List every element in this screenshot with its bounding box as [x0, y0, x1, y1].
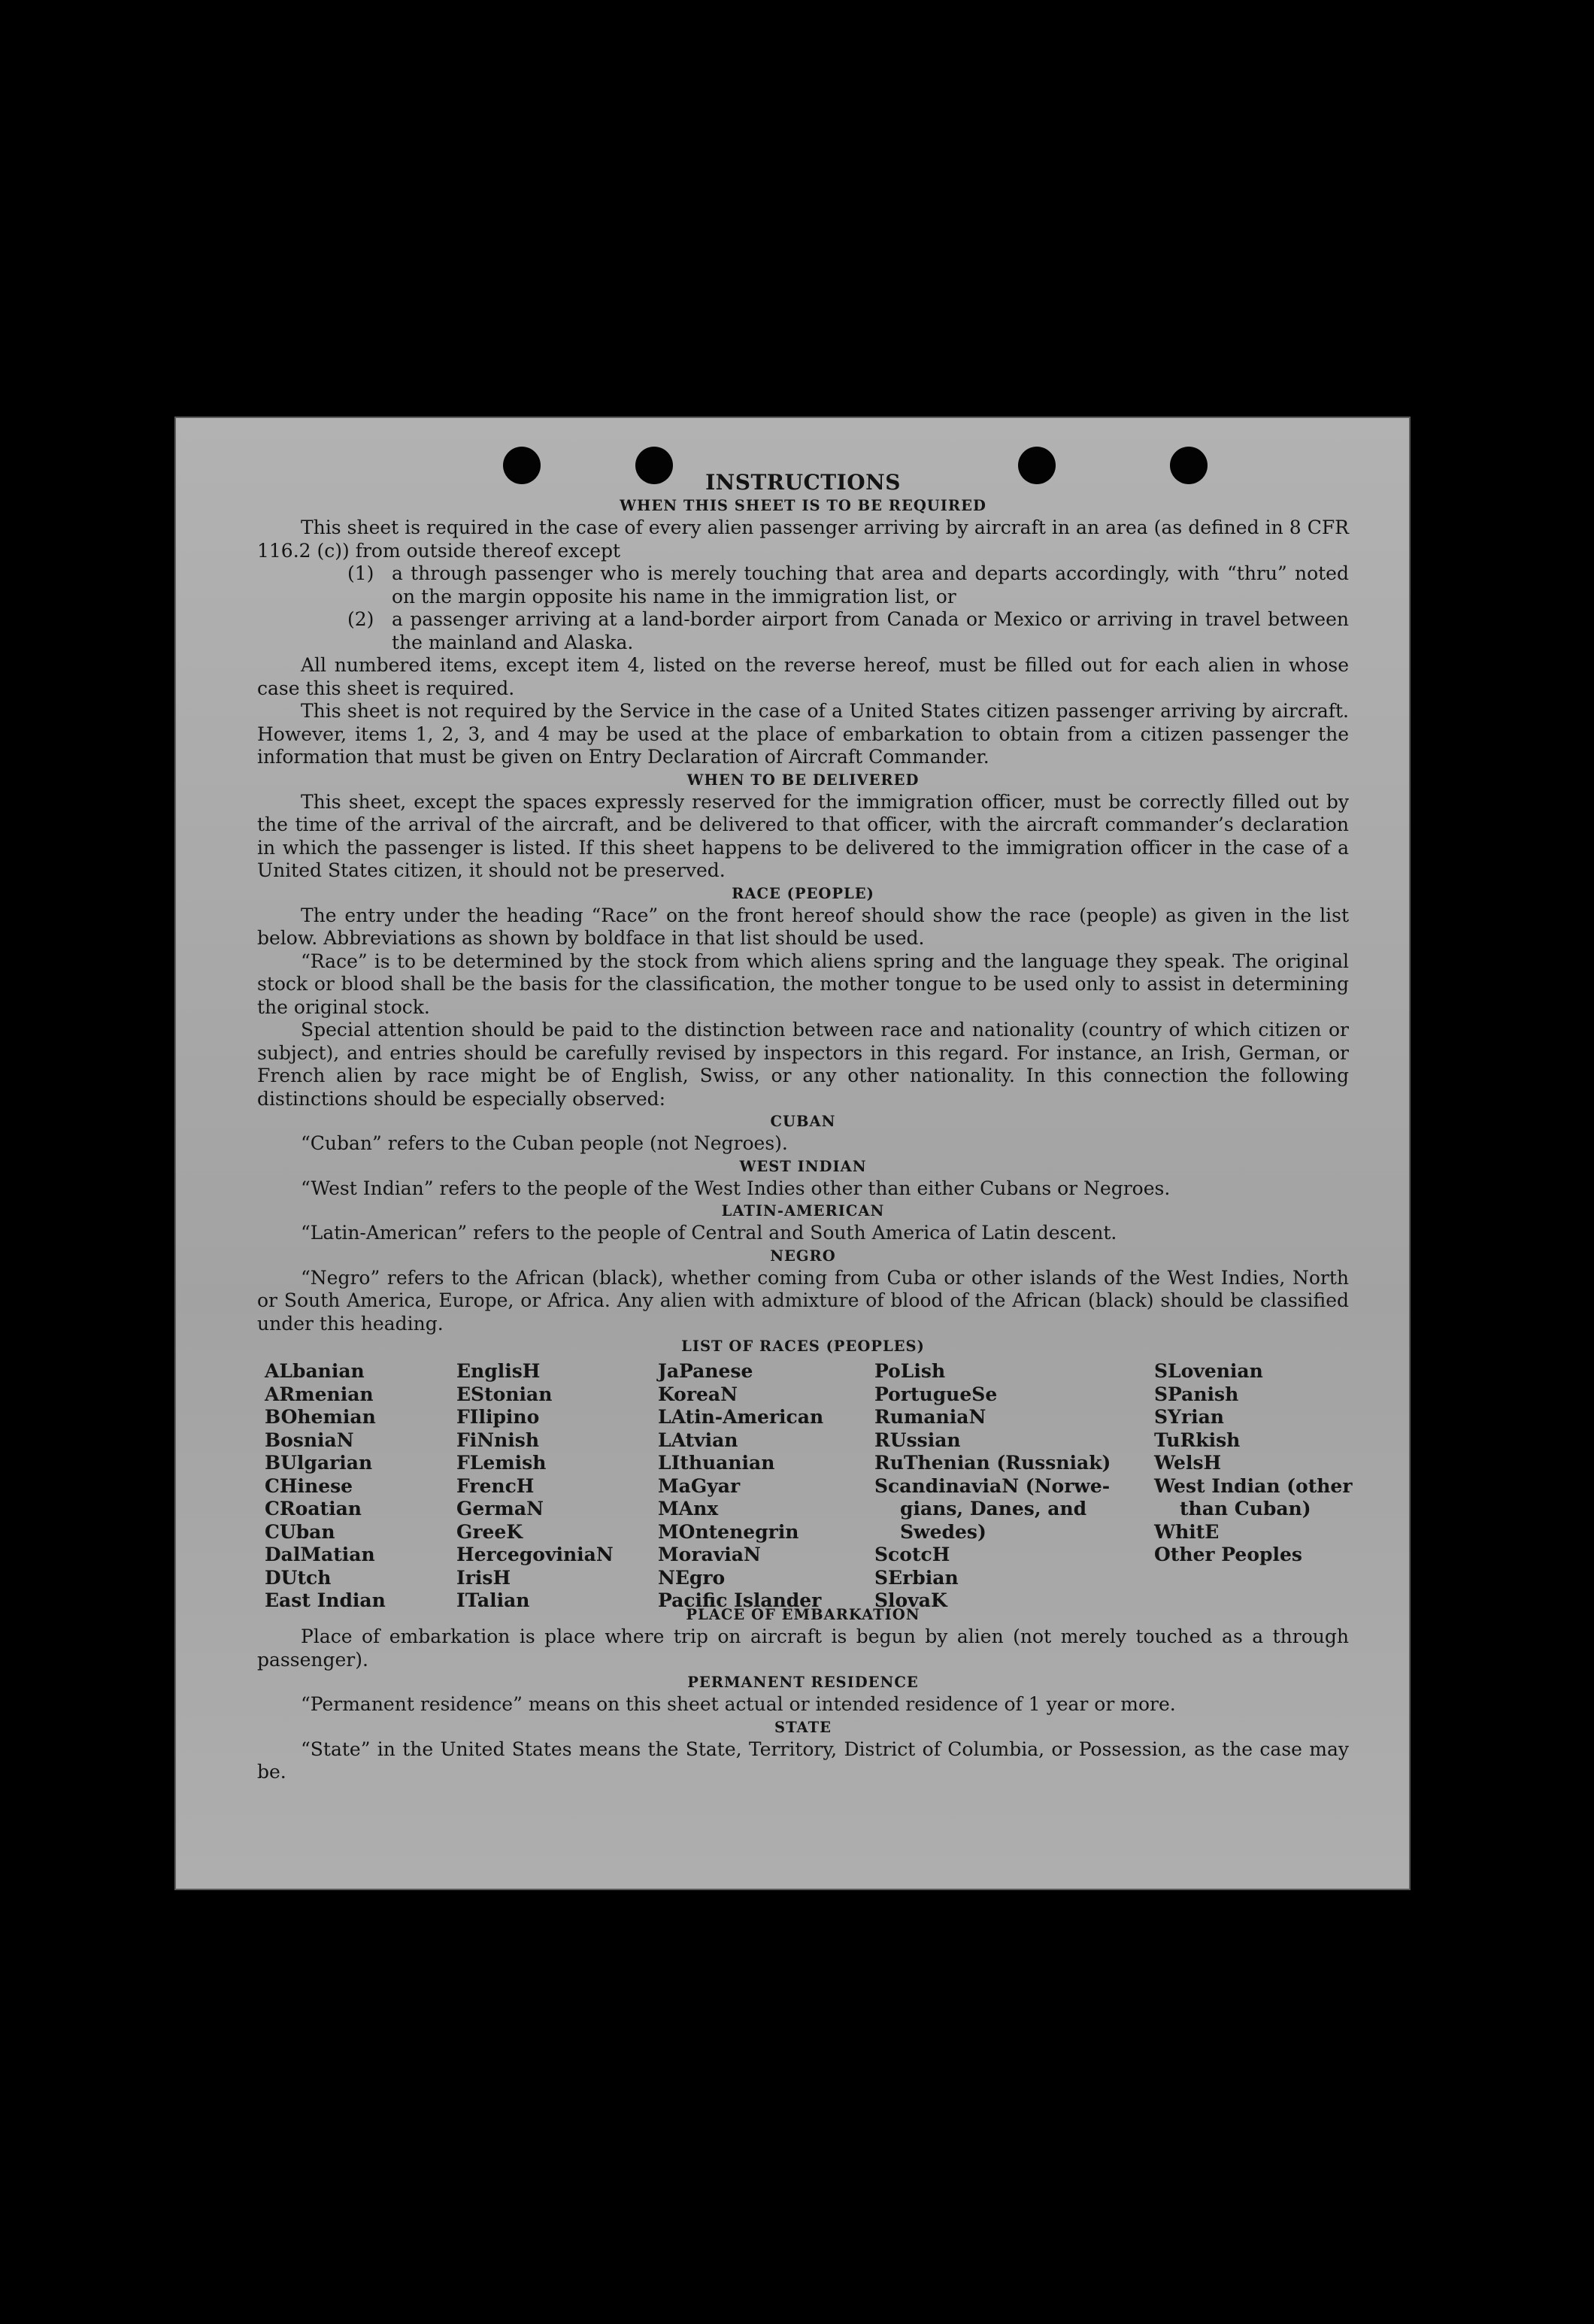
race-entry: NEgro	[658, 1566, 726, 1589]
paragraph-numbered-items: All numbered items, except item 4, listed on the reverse hereof, must be filled out for each alien in whose case this sheet is required.	[257, 654, 1349, 699]
race-entry: SLovenian	[1154, 1360, 1263, 1382]
paragraph-state: “State” in the United States means the State, Territory, District of Columbia, or Possession, as the case may be.	[257, 1738, 1349, 1783]
race-entry: PoLish	[874, 1360, 946, 1382]
exception-item-1	[257, 562, 1349, 608]
paragraph-cuban: “Cuban” refers to the Cuban people (not Negroes).	[301, 1132, 788, 1154]
race-entry: EStonian	[456, 1383, 553, 1405]
race-entry: IrisH	[456, 1566, 511, 1589]
races-column-3	[658, 1360, 823, 1613]
heading-race: RACE (PEOPLE)	[732, 884, 874, 902]
paragraph-race-2: “Race” is to be determined by the stock from which aliens spring and the language they speak. The original stock or blood shall be the basis for the classification, the mother tongue to be used only to assist in determining the original stock.	[257, 950, 1349, 1018]
paragraph-race-1: The entry under the heading “Race” on the front hereof should show the race (people) as given in the list below. Abbreviations as shown by boldface in that list should be used.	[257, 904, 1349, 949]
heading-permanent-residence: PERMANENT RESIDENCE	[687, 1674, 919, 1691]
race-entry: SPanish	[1154, 1383, 1239, 1405]
race-entry: LAtvian	[658, 1429, 738, 1451]
race-entry: ALbanian	[265, 1360, 365, 1382]
races-column-2	[456, 1360, 614, 1613]
races-column-1	[265, 1360, 386, 1613]
paragraph-delivered: This sheet, except the spaces expressly reserved for the immigration officer, must be correctly filled out by the time of the arrival of the aircraft, and be delivered to that officer, with the aircraft commander’s declaration in which the passenger is listed. If this sheet happens to be delivered to the immigration officer in the case of a United States citizen, it should not be preserved.	[257, 790, 1349, 881]
race-entry: Other Peoples	[1154, 1544, 1302, 1565]
race-entry: LAtin-American	[658, 1406, 824, 1428]
paragraph-latin-american: “Latin-American” refers to the people of Central and South America of Latin descent.	[301, 1222, 1117, 1244]
race-entry: DalMatian	[265, 1544, 375, 1565]
item-text: a through passenger who is merely touching that area and departs accordingly, with “thru” noted on the margin opposite his name in the immigration list, or	[392, 562, 1349, 608]
race-entry: FLemish	[456, 1452, 547, 1474]
race-entry: East Indian	[265, 1589, 386, 1611]
race-entry: KoreaN	[658, 1383, 738, 1405]
heading-embarkation: PLACE OF EMBARKATION	[686, 1606, 920, 1623]
race-entry: MoraviaN	[658, 1544, 761, 1565]
race-entry: SlovaK	[874, 1589, 947, 1611]
race-entry: MaGyar	[658, 1474, 741, 1497]
race-entry: LIthuanian	[658, 1452, 775, 1474]
paragraph-required: This sheet is required in the case of every alien passenger arriving by aircraft in an area (as defined in 8 CFR 116.2 (c)) from outside thereof except	[257, 517, 1349, 562]
page-title: INSTRUCTIONS	[705, 470, 901, 495]
race-entry: ITalian	[456, 1589, 530, 1611]
race-entry: RuThenian (Russniak)	[874, 1452, 1111, 1474]
item-number: (1)	[347, 562, 374, 584]
race-entry: GreeK	[456, 1520, 523, 1543]
sheet-content	[257, 470, 1353, 1784]
paragraph-embarkation: Place of embarkation is place where trip on aircraft is begun by alien (not merely touched as a through passenger).	[257, 1626, 1349, 1671]
race-entry: JaPanese	[658, 1360, 753, 1382]
heading-cuban: CUBAN	[770, 1113, 836, 1130]
heading-list-of-races: LIST OF RACES (PEOPLES)	[681, 1338, 925, 1355]
race-entry: SYrian	[1154, 1406, 1224, 1428]
race-entry: TuRkish	[1154, 1429, 1241, 1451]
race-entry: WelsH	[1154, 1452, 1222, 1474]
race-entry: FiNnish	[456, 1429, 540, 1451]
race-entry: BUlgarian	[265, 1452, 373, 1474]
heading-when-required: WHEN THIS SHEET IS TO BE REQUIRED	[620, 497, 986, 514]
heading-when-delivered: WHEN TO BE DELIVERED	[686, 771, 920, 789]
race-entry: HercegoviniaN	[456, 1544, 614, 1565]
paragraph-citizen: This sheet is not required by the Service in the case of a United States citizen passenger arriving by aircraft. However, items 1, 2, 3, and 4 may be used at the place of embarkation to obtain from a citizen passenger the information that must be given on Entry Declaration of Aircraft Commander.	[257, 700, 1349, 768]
heading-negro: NEGRO	[770, 1247, 836, 1265]
races-column-5	[1154, 1360, 1353, 1567]
race-entry: EnglisH	[456, 1360, 541, 1382]
exception-item-2	[257, 608, 1349, 654]
race-entry-continued: Swedes)	[900, 1520, 986, 1543]
race-entry: ARmenian	[265, 1383, 374, 1405]
heading-latin-american: LATIN-AMERICAN	[721, 1202, 885, 1220]
paragraph-negro: “Negro” refers to the African (black), whether coming from Cuba or other islands of the West Indies, North or South America, Europe, or Africa. Any alien with admixture of blood of the African (black) should be classified under this heading.	[257, 1266, 1349, 1335]
paragraph-race-3: Special attention should be paid to the distinction between race and nationality (country of which citizen or subject), and entries should be carefully revised by inspectors in this regard. For instance, an Irish, German, or French alien by race might be of English, Swiss, or any other nationality. In this connection the following distinctions should be especially observed:	[257, 1019, 1349, 1110]
heading-state: STATE	[774, 1718, 832, 1736]
race-entry: BOhemian	[265, 1406, 376, 1428]
race-entry: CRoatian	[265, 1498, 362, 1520]
race-entry: FIlipino	[456, 1406, 540, 1428]
race-entry: CHinese	[265, 1474, 353, 1497]
race-entry: RUssian	[874, 1429, 961, 1451]
race-entry: CUban	[265, 1520, 335, 1543]
race-entry: GermaN	[456, 1498, 544, 1520]
race-entry: WhitE	[1154, 1520, 1220, 1543]
race-entry: RumaniaN	[874, 1406, 986, 1428]
race-entry: FrencH	[456, 1474, 535, 1497]
race-entry-continued: gians, Danes, and	[900, 1498, 1087, 1520]
paragraph-permanent-residence: “Permanent residence” means on this sheet actual or intended residence of 1 year or more.	[301, 1693, 1176, 1715]
item-number: (2)	[347, 608, 374, 630]
races-column-4	[874, 1360, 1111, 1613]
race-entry: DUtch	[265, 1566, 332, 1589]
race-entry: West Indian (other	[1154, 1474, 1353, 1497]
instruction-sheet	[174, 417, 1411, 1890]
races-list	[257, 1360, 1353, 1611]
item-text: a passenger arriving at a land-border airport from Canada or Mexico or arriving in travel between the mainland and Alaska.	[392, 608, 1349, 653]
race-entry: MOntenegrin	[658, 1520, 799, 1543]
race-entry: ScandinaviaN (Norwe-	[874, 1474, 1111, 1497]
race-entry: PortugueSe	[874, 1383, 998, 1405]
paragraph-west-indian: “West Indian” refers to the people of the West Indies other than either Cubans or Negroes.	[301, 1177, 1171, 1199]
race-entry: SErbian	[874, 1566, 959, 1589]
race-entry-continued: than Cuban)	[1180, 1498, 1311, 1520]
race-entry: Pacific Islander	[658, 1589, 822, 1611]
race-entry: MAnx	[658, 1498, 719, 1520]
race-entry: ScotcH	[874, 1544, 950, 1565]
heading-west-indian: WEST INDIAN	[739, 1157, 867, 1175]
race-entry: BosniaN	[265, 1429, 354, 1451]
